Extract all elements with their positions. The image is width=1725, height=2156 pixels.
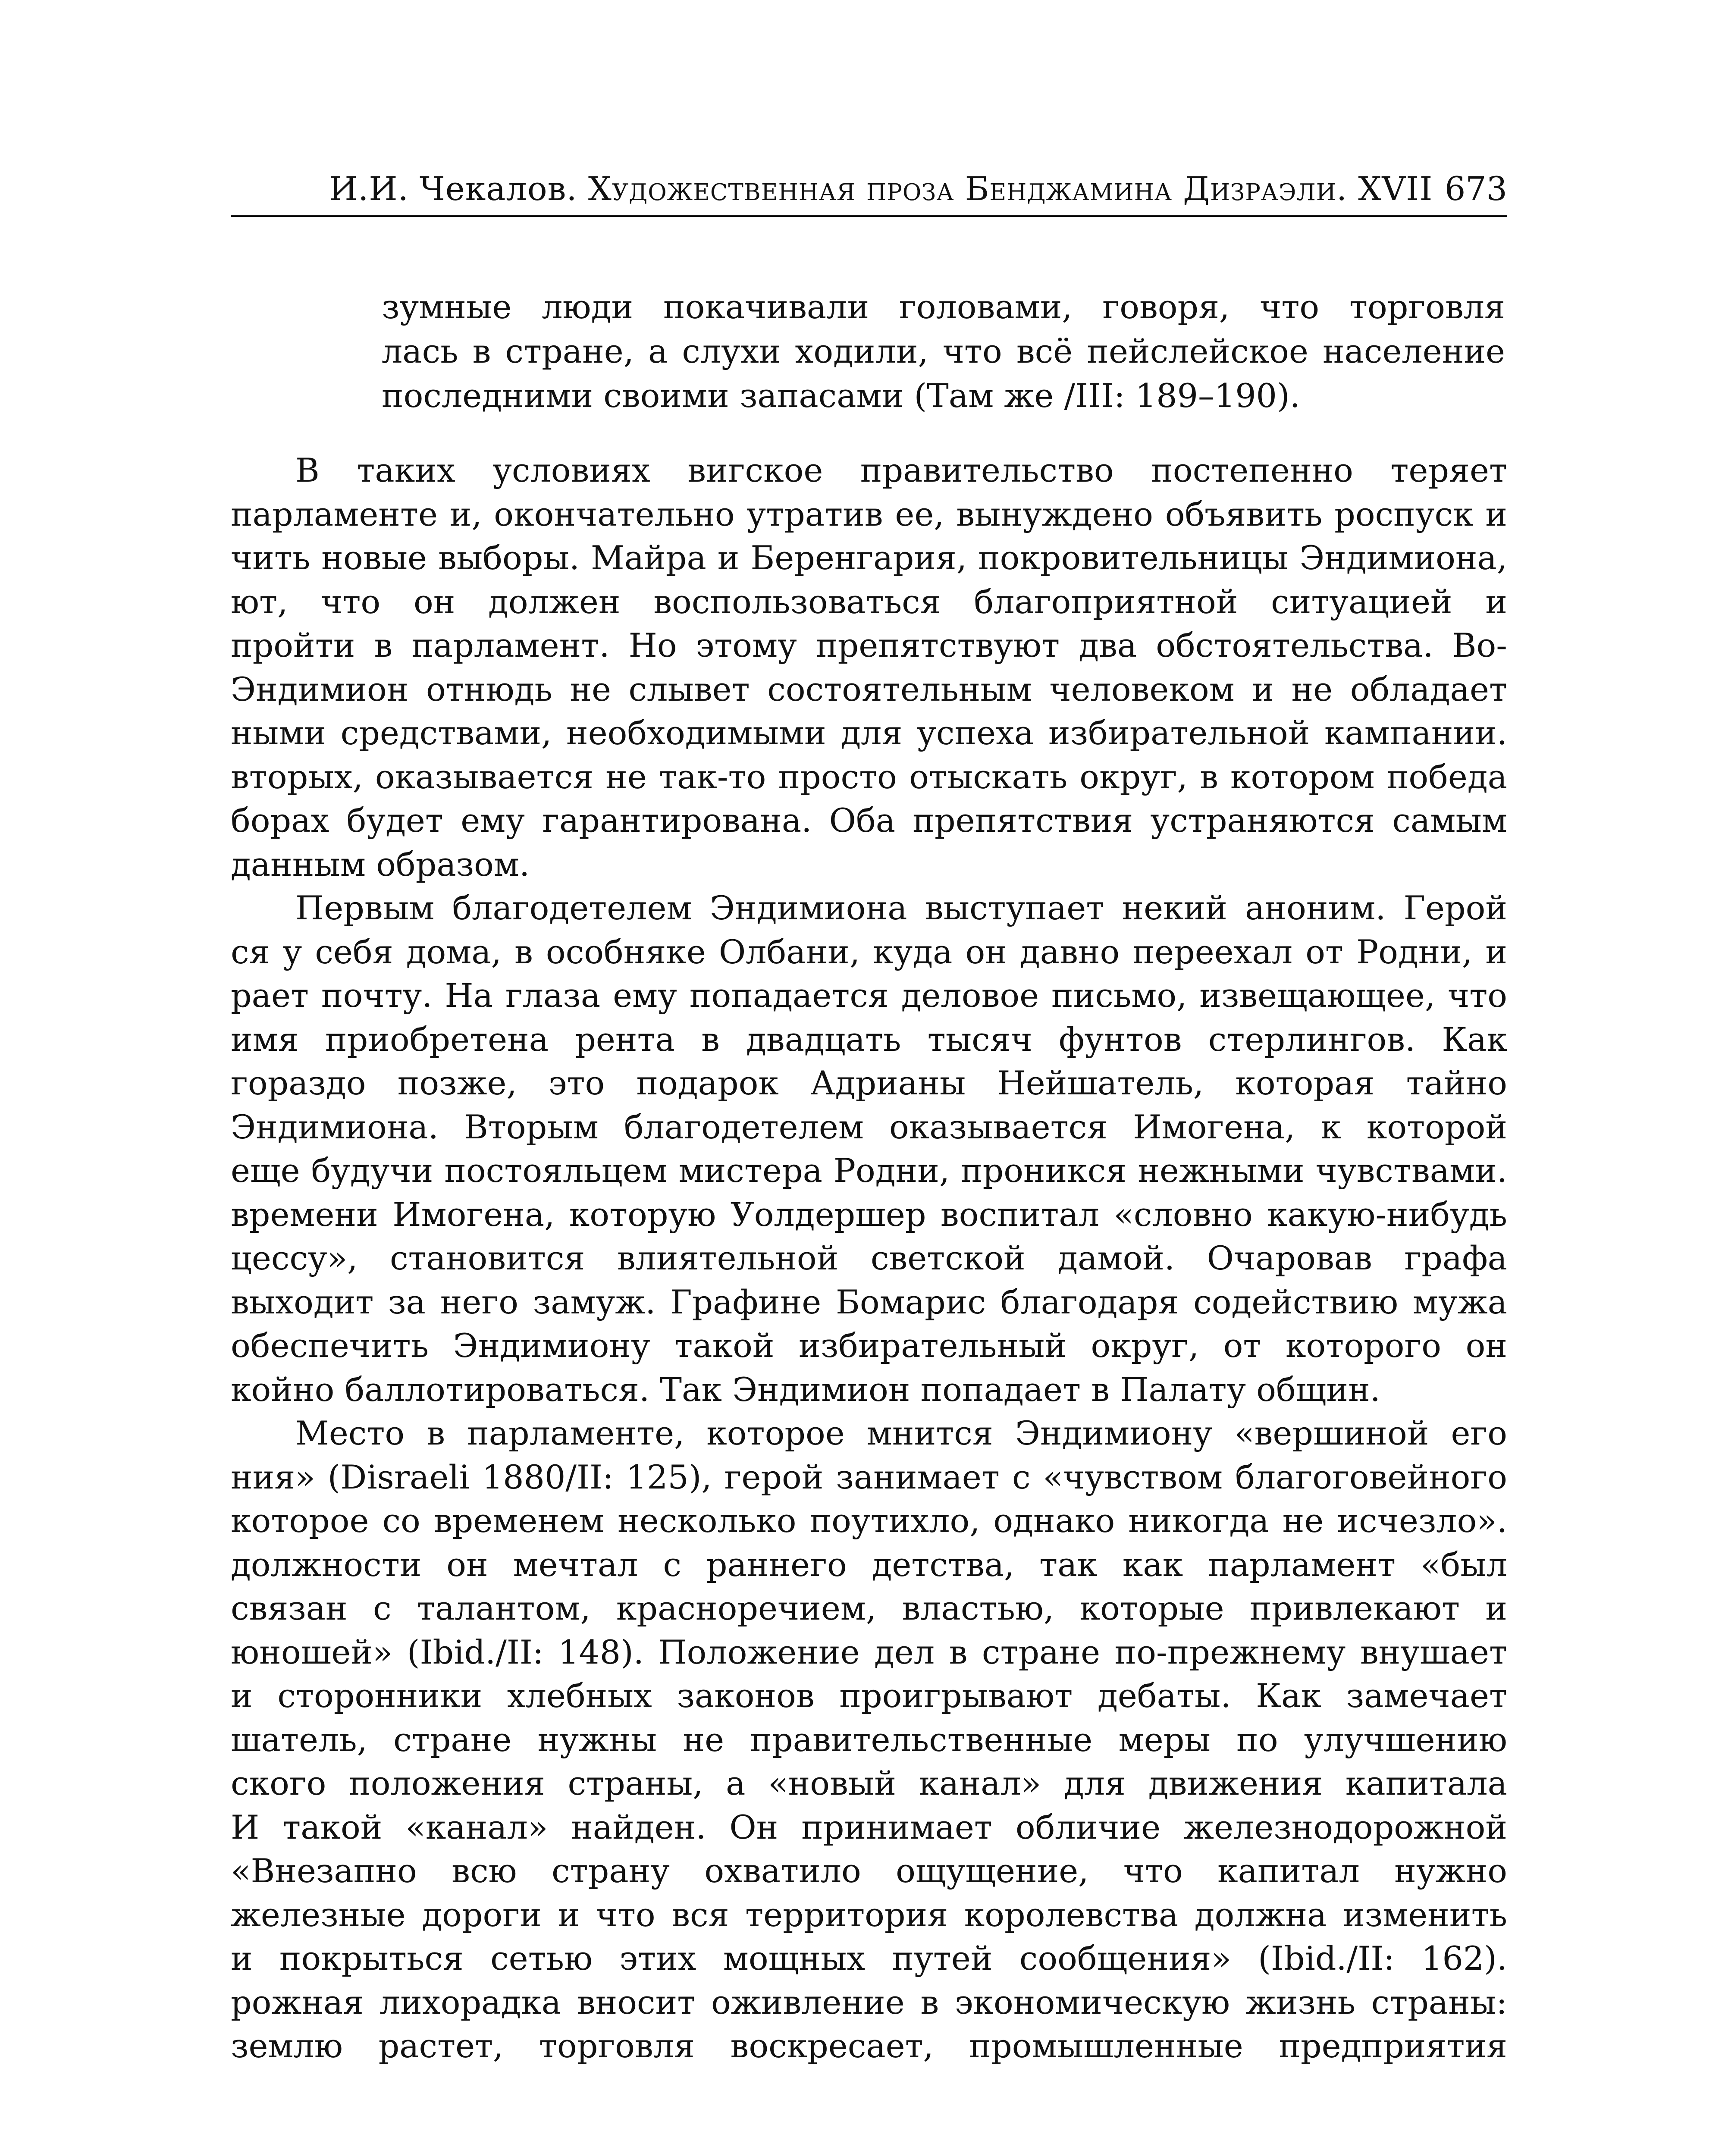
text-line: и покрыться сетью этих мощных путей сообщения» (Ibid./II: 162). bbox=[231, 1939, 1507, 1977]
text-line: шатель, стране нужны не правительственные меры по улучшению bbox=[231, 1720, 1507, 1759]
text-line: времени Имогена, которую Уолдершер воспитал «словно какую-нибудь bbox=[231, 1195, 1507, 1234]
text-line: рает почту. На глаза ему попадается деловое письмо, извещающее, что bbox=[231, 976, 1507, 1015]
text-line: Место в парламенте, которое мнится Эндимиону «вершиной его bbox=[295, 1414, 1507, 1452]
text-line: ся у себя дома, в особняке Олбани, куда он давно переехал от Родни, и bbox=[231, 932, 1507, 971]
quote-line: лась в стране, а слухи ходили, что всё пейслейское население bbox=[382, 332, 1505, 370]
text-line: пройти в парламент. Но этому препятствуют два обстоятельства. Во- bbox=[231, 626, 1507, 664]
paragraph-3 bbox=[231, 1411, 1507, 2068]
text-line: И такой «канал» найден. Он принимает обличие железнодорожной bbox=[231, 1808, 1507, 1846]
text-line: Эндимион отнюдь не слывет состоятельным человеком и не обладает bbox=[231, 670, 1507, 708]
text-line: цессу», становится влиятельной светской дамой. Очаровав графа bbox=[231, 1239, 1507, 1277]
text-line: «Внезапно всю страну охватило ощущение, что капитал нужно bbox=[231, 1852, 1507, 1890]
text-line: парламенте и, окончательно утратив ее, вынуждено объявить роспуск и bbox=[231, 495, 1507, 533]
body-text bbox=[231, 448, 1507, 2068]
text-line: рожная лихорадка вносит оживление в экономическую жизнь страны: bbox=[231, 1983, 1507, 2021]
text-line: В таких условиях вигское правительство постепенно теряет bbox=[295, 451, 1507, 489]
text-line: выходит за него замуж. Графине Бомарис благодаря содействию мужа bbox=[231, 1282, 1507, 1321]
text-line: и сторонники хлебных законов проигрывают дебаты. Как замечает bbox=[231, 1677, 1507, 1715]
text-line: чить новые выборы. Майра и Беренгария, покровительницы Эндимиона, bbox=[231, 539, 1507, 577]
text-line: которое со временем несколько поутихло, однако никогда не исчезло». bbox=[231, 1501, 1507, 1540]
text-line: данным образом. bbox=[231, 845, 530, 884]
quote-line: последними своими запасами (Там же /III: 189–190). bbox=[382, 376, 1300, 415]
text-line: связан с талантом, красноречием, властью, которые привлекают и bbox=[231, 1589, 1507, 1627]
text-line: обеспечить Эндимиону такой избирательный округ, от которого он bbox=[231, 1326, 1507, 1365]
text-line: должности он мечтал с раннего детства, так как парламент «был bbox=[231, 1545, 1507, 1584]
text-line: Эндимиона. Вторым благодетелем оказывается Имогена, к которой bbox=[231, 1107, 1507, 1146]
running-head bbox=[231, 163, 1507, 217]
text-line: землю растет, торговля воскресает, промышленные предприятия bbox=[231, 2027, 1507, 2065]
text-line: ют, что он должен воспользоваться благоприятной ситуацией и bbox=[231, 582, 1507, 621]
running-head-title bbox=[329, 167, 1433, 210]
text-line: койно баллотироваться. Так Эндимион попадает в Палату общин. bbox=[231, 1370, 1380, 1409]
text-line: ными средствами, необходимыми для успеха избирательной кампании. bbox=[231, 714, 1507, 752]
text-line: гораздо позже, это подарок Адрианы Нейшатель, которая тайно bbox=[231, 1064, 1507, 1102]
text-line: вторых, оказывается не так-то просто отыскать округ, в котором победа bbox=[231, 757, 1507, 796]
text-line: железные дороги и что вся территория королевства должна изменить bbox=[231, 1895, 1507, 1934]
text-line: имя приобретена рента в двадцать тысяч фунтов стерлингов. Как bbox=[231, 1020, 1507, 1059]
text-line: ния» (Disraeli 1880/II: 125), герой занимает с «чувством благоговейного bbox=[231, 1457, 1507, 1496]
paragraph-1 bbox=[231, 448, 1507, 886]
text-line: юношей» (Ibid./II: 148). Положение дел в стране по-прежнему внушает bbox=[231, 1633, 1507, 1671]
text-line: еще будучи постояльцем мистера Родни, проникся нежными чувствами. bbox=[231, 1151, 1507, 1190]
page-number: 673 bbox=[1444, 169, 1507, 208]
block-quote bbox=[382, 285, 1505, 418]
text-line: борах будет ему гарантирована. Оба препятствия устраняются самым bbox=[231, 801, 1507, 840]
text-line: Первым благодетелем Эндимиона выступает некий аноним. Герой bbox=[295, 889, 1507, 927]
quote-line: зумные люди покачивали головами, говоря, что торговля bbox=[382, 288, 1505, 326]
header-title: Художественная проза Бенджамина Дизраэли. XVII bbox=[588, 169, 1433, 208]
header-author: И.И. Чекалов. bbox=[329, 169, 577, 208]
text-line: ского положения страны, а «новый канал» для движения капитала bbox=[231, 1764, 1507, 1802]
paragraph-2 bbox=[231, 886, 1507, 1411]
